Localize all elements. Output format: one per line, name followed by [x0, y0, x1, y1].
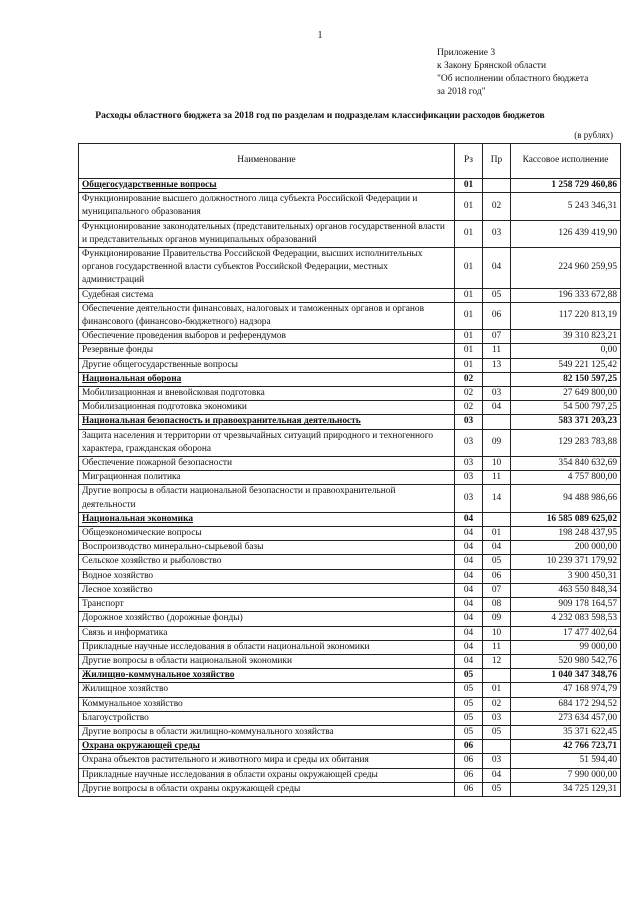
table-row [79, 782, 621, 796]
row-pr: 05 [483, 555, 511, 569]
row-name: Прикладные научные исследования в области национальной экономики [79, 640, 455, 654]
row-amount: 1 258 729 460,86 [511, 179, 621, 193]
row-name: Резервные фонды [79, 344, 455, 358]
row-rz: 01 [455, 358, 483, 372]
table-row [79, 754, 621, 768]
row-rz: 05 [455, 669, 483, 683]
row-amount: 463 550 848,34 [511, 583, 621, 597]
row-pr: 09 [483, 612, 511, 626]
row-amount: 10 239 371 179,92 [511, 555, 621, 569]
row-amount: 82 150 597,25 [511, 372, 621, 386]
row-amount: 47 168 974,79 [511, 683, 621, 697]
row-amount: 0,00 [511, 344, 621, 358]
row-pr: 08 [483, 598, 511, 612]
expenditure-table [78, 143, 621, 797]
row-pr: 07 [483, 330, 511, 344]
row-pr: 07 [483, 583, 511, 597]
row-pr: 04 [483, 541, 511, 555]
table-row [79, 248, 621, 289]
row-rz: 04 [455, 612, 483, 626]
row-name: Жилищное хозяйство [79, 683, 455, 697]
table-row [79, 626, 621, 640]
table-row [79, 725, 621, 739]
row-rz: 03 [455, 429, 483, 456]
row-rz: 01 [455, 220, 483, 247]
row-rz: 06 [455, 740, 483, 754]
row-amount: 196 333 672,88 [511, 288, 621, 302]
row-name: Мобилизационная подготовка экономики [79, 401, 455, 415]
row-amount: 520 980 542,76 [511, 654, 621, 668]
table-row [79, 555, 621, 569]
row-name: Другие общегосударственные вопросы [79, 358, 455, 372]
row-amount: 273 634 457,00 [511, 711, 621, 725]
row-name: Обеспечение проведения выборов и референдумов [79, 330, 455, 344]
row-amount: 34 725 129,31 [511, 782, 621, 796]
row-name: Национальная безопасность и правоохранительная деятельность [79, 415, 455, 429]
table-row [79, 654, 621, 668]
row-rz: 04 [455, 640, 483, 654]
row-rz: 01 [455, 248, 483, 289]
table-row [79, 358, 621, 372]
units-label: (в рублях) [574, 130, 613, 140]
table-row [79, 302, 621, 329]
row-rz: 01 [455, 344, 483, 358]
row-amount: 909 178 164,57 [511, 598, 621, 612]
row-rz: 06 [455, 782, 483, 796]
row-rz: 04 [455, 512, 483, 526]
row-name: Коммунальное хозяйство [79, 697, 455, 711]
row-amount: 99 000,00 [511, 640, 621, 654]
appendix-note [437, 47, 588, 99]
row-pr: 01 [483, 683, 511, 697]
row-name: Охрана окружающей среды [79, 740, 455, 754]
row-pr: 05 [483, 725, 511, 739]
table-row [79, 330, 621, 344]
row-rz: 05 [455, 725, 483, 739]
row-name: Национальная оборона [79, 372, 455, 386]
row-rz: 04 [455, 583, 483, 597]
row-pr: 06 [483, 302, 511, 329]
table-row [79, 711, 621, 725]
row-amount: 4 232 083 598,53 [511, 612, 621, 626]
row-name: Лесное хозяйство [79, 583, 455, 597]
row-name: Функционирование Правительства Российской Федерации, высших исполнительных органов государственной власти субъектов Российской Федерации, местных администраций [79, 248, 455, 289]
row-rz: 04 [455, 541, 483, 555]
header-rz: Рз [455, 144, 483, 179]
appendix-line: "Об исполнении областного бюджета [437, 74, 589, 84]
row-rz: 02 [455, 372, 483, 386]
row-pr: 11 [483, 471, 511, 485]
row-pr: 14 [483, 485, 511, 512]
row-name: Обеспечение деятельности финансовых, налоговых и таможенных органов и органов финансового (финансово-бюджетного) надзора [79, 302, 455, 329]
row-pr [483, 372, 511, 386]
row-name: Национальная экономика [79, 512, 455, 526]
row-rz: 01 [455, 288, 483, 302]
row-pr: 03 [483, 711, 511, 725]
row-name: Благоустройство [79, 711, 455, 725]
row-pr: 05 [483, 782, 511, 796]
row-rz: 03 [455, 485, 483, 512]
table-row [79, 612, 621, 626]
table-row [79, 288, 621, 302]
table-row [79, 401, 621, 415]
row-pr: 03 [483, 754, 511, 768]
row-pr: 11 [483, 640, 511, 654]
row-amount: 42 766 723,71 [511, 740, 621, 754]
table-row [79, 485, 621, 512]
row-amount: 27 649 800,00 [511, 387, 621, 401]
table-row [79, 541, 621, 555]
section-row [79, 740, 621, 754]
row-pr: 02 [483, 697, 511, 711]
row-amount: 17 477 402,64 [511, 626, 621, 640]
page-number: 1 [317, 30, 323, 41]
header-pr: Пр [483, 144, 511, 179]
row-name: Другие вопросы в области национальной безопасности и правоохранительной деятельности [79, 485, 455, 512]
row-name: Жилищно-коммунальное хозяйство [79, 669, 455, 683]
row-rz: 03 [455, 415, 483, 429]
row-amount: 200 000,00 [511, 541, 621, 555]
appendix-line: Приложение 3 [437, 48, 496, 58]
row-name: Прикладные научные исследования в области охраны окружающей среды [79, 768, 455, 782]
row-pr: 09 [483, 429, 511, 456]
row-name: Другие вопросы в области жилищно-коммунального хозяйства [79, 725, 455, 739]
section-row [79, 372, 621, 386]
row-name: Охрана объектов растительного и животного мира и среды их обитания [79, 754, 455, 768]
section-row [79, 512, 621, 526]
row-pr [483, 179, 511, 193]
row-pr: 04 [483, 401, 511, 415]
document-title: Расходы областного бюджета за 2018 год по разделам и подразделам классификации расходов бюджетов [95, 110, 545, 121]
row-pr: 04 [483, 768, 511, 782]
row-amount: 54 500 797,25 [511, 401, 621, 415]
row-rz: 04 [455, 569, 483, 583]
row-rz: 04 [455, 527, 483, 541]
table-row [79, 583, 621, 597]
row-pr [483, 740, 511, 754]
row-pr: 03 [483, 387, 511, 401]
row-name: Воспроизводство минерально-сырьевой базы [79, 541, 455, 555]
row-amount: 117 220 813,19 [511, 302, 621, 329]
row-name: Общеэкономические вопросы [79, 527, 455, 541]
row-amount: 129 283 783,88 [511, 429, 621, 456]
row-rz: 03 [455, 457, 483, 471]
table-row [79, 387, 621, 401]
row-pr: 06 [483, 569, 511, 583]
row-pr: 05 [483, 288, 511, 302]
row-pr: 12 [483, 654, 511, 668]
appendix-line: к Закону Брянской области [437, 61, 547, 71]
row-name: Другие вопросы в области национальной экономики [79, 654, 455, 668]
row-rz: 02 [455, 401, 483, 415]
table-row [79, 527, 621, 541]
header-name: Наименование [79, 144, 455, 179]
row-rz: 02 [455, 387, 483, 401]
row-pr: 13 [483, 358, 511, 372]
table-header-row [79, 144, 621, 179]
row-pr [483, 512, 511, 526]
row-rz: 04 [455, 598, 483, 612]
row-pr: 02 [483, 193, 511, 220]
row-amount: 198 248 437,95 [511, 527, 621, 541]
row-rz: 04 [455, 654, 483, 668]
row-rz: 05 [455, 683, 483, 697]
row-pr: 10 [483, 457, 511, 471]
table-row [79, 471, 621, 485]
row-name: Водное хозяйство [79, 569, 455, 583]
row-rz: 01 [455, 302, 483, 329]
table-row [79, 569, 621, 583]
header-amount: Кассовое исполнение [511, 144, 621, 179]
row-name: Транспорт [79, 598, 455, 612]
section-row [79, 415, 621, 429]
row-name: Сельское хозяйство и рыболовство [79, 555, 455, 569]
row-amount: 549 221 125,42 [511, 358, 621, 372]
row-pr: 01 [483, 527, 511, 541]
row-amount: 35 371 622,45 [511, 725, 621, 739]
row-pr: 11 [483, 344, 511, 358]
row-amount: 126 439 419,90 [511, 220, 621, 247]
row-amount: 7 990 000,00 [511, 768, 621, 782]
row-amount: 4 757 800,00 [511, 471, 621, 485]
row-name: Защита населения и территории от чрезвычайных ситуаций природного и техногенного характера, гражданская оборона [79, 429, 455, 456]
table-row [79, 344, 621, 358]
table-row [79, 640, 621, 654]
section-row [79, 669, 621, 683]
row-amount: 684 172 294,52 [511, 697, 621, 711]
table-row [79, 768, 621, 782]
appendix-line: за 2018 год" [437, 87, 486, 97]
row-amount: 224 960 259,95 [511, 248, 621, 289]
table-body [79, 179, 621, 797]
row-name: Миграционная политика [79, 471, 455, 485]
row-amount: 94 488 986,66 [511, 485, 621, 512]
table-row [79, 598, 621, 612]
row-rz: 01 [455, 330, 483, 344]
row-pr [483, 415, 511, 429]
row-rz: 01 [455, 193, 483, 220]
row-name: Другие вопросы в области охраны окружающей среды [79, 782, 455, 796]
table-row [79, 220, 621, 247]
row-rz: 05 [455, 697, 483, 711]
row-amount: 5 243 346,31 [511, 193, 621, 220]
row-amount: 3 900 450,31 [511, 569, 621, 583]
row-amount: 39 310 823,21 [511, 330, 621, 344]
row-name: Обеспечение пожарной безопасности [79, 457, 455, 471]
row-rz: 04 [455, 626, 483, 640]
row-rz: 03 [455, 471, 483, 485]
row-rz: 06 [455, 768, 483, 782]
table-row [79, 683, 621, 697]
row-name: Функционирование законодательных (представительных) органов государственной власти и представительных органов муниципальных образований [79, 220, 455, 247]
row-name: Дорожное хозяйство (дорожные фонды) [79, 612, 455, 626]
row-name: Судебная система [79, 288, 455, 302]
table-row [79, 457, 621, 471]
row-pr: 03 [483, 220, 511, 247]
row-amount: 16 585 089 625,02 [511, 512, 621, 526]
row-name: Функционирование высшего должностного лица субъекта Российской Федерации и муниципального образования [79, 193, 455, 220]
row-name: Общегосударственные вопросы [79, 179, 455, 193]
row-amount: 51 594,40 [511, 754, 621, 768]
table-row [79, 697, 621, 711]
row-pr: 10 [483, 626, 511, 640]
row-pr: 04 [483, 248, 511, 289]
row-rz: 01 [455, 179, 483, 193]
row-amount: 583 371 203,23 [511, 415, 621, 429]
row-amount: 1 040 347 348,76 [511, 669, 621, 683]
table-row [79, 429, 621, 456]
row-rz: 06 [455, 754, 483, 768]
row-amount: 354 840 632,69 [511, 457, 621, 471]
row-name: Мобилизационная и вневойсковая подготовка [79, 387, 455, 401]
table-row [79, 193, 621, 220]
section-row [79, 179, 621, 193]
row-rz: 05 [455, 711, 483, 725]
row-pr [483, 669, 511, 683]
row-rz: 04 [455, 555, 483, 569]
row-name: Связь и информатика [79, 626, 455, 640]
